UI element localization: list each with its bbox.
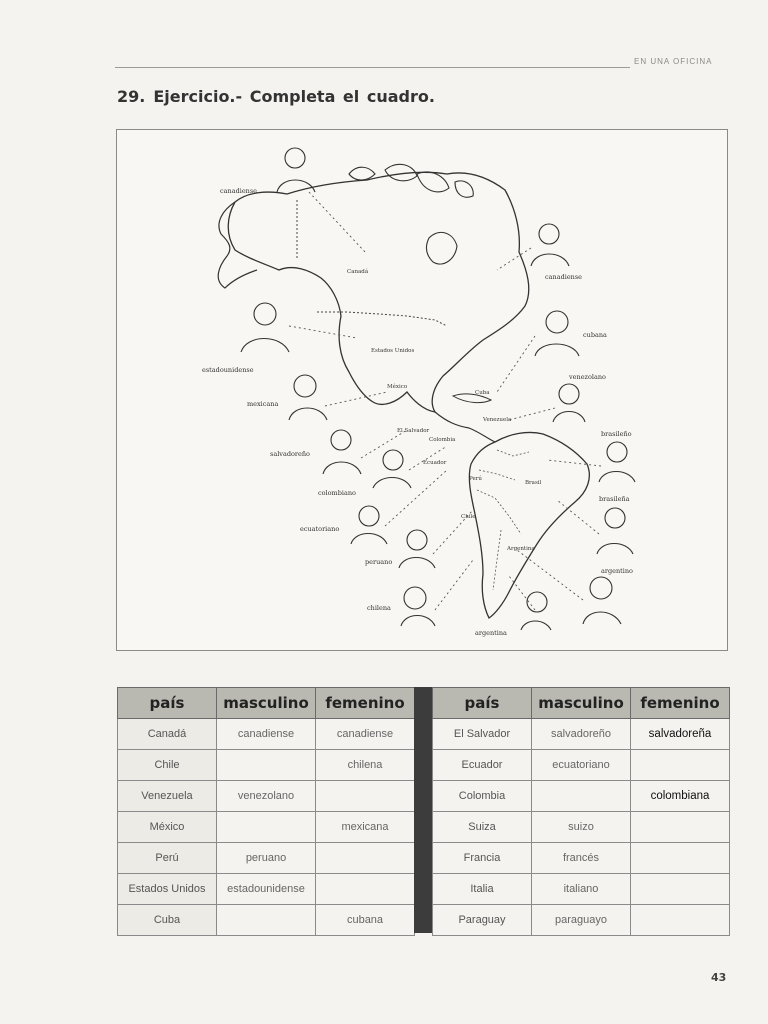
map-label-cuba: Cuba bbox=[475, 390, 490, 396]
header-masculino: masculino bbox=[217, 688, 316, 719]
exercise-title bbox=[117, 87, 435, 106]
arctic-islands bbox=[349, 164, 473, 197]
person-colombiano-icon bbox=[373, 450, 411, 488]
person-cubana-icon bbox=[535, 311, 579, 356]
cell-pais: Colombia bbox=[433, 781, 532, 812]
cell-pais: Ecuador bbox=[433, 750, 532, 781]
map-label-el-salvador: El Salvador bbox=[397, 428, 430, 434]
table-row bbox=[433, 719, 730, 750]
map-person-label: estadounidense bbox=[202, 366, 254, 374]
header-rule bbox=[115, 67, 630, 68]
cell-masculino[interactable] bbox=[217, 750, 316, 781]
section-header: EN UNA OFICINA bbox=[634, 57, 713, 66]
person-ecuatoriano-icon bbox=[351, 506, 387, 544]
map-person-label: brasileña bbox=[599, 495, 630, 503]
cell-femenino[interactable] bbox=[631, 874, 730, 905]
cell-pais: Cuba bbox=[118, 905, 217, 936]
cell-femenino[interactable] bbox=[316, 781, 415, 812]
cell-pais: Perú bbox=[118, 843, 217, 874]
table-row bbox=[433, 874, 730, 905]
cell-masculino[interactable]: suizo bbox=[532, 812, 631, 843]
table-row bbox=[118, 843, 415, 874]
cell-masculino[interactable] bbox=[532, 781, 631, 812]
cell-femenino[interactable]: colombiana bbox=[631, 781, 730, 812]
header-femenino: femenino bbox=[631, 688, 730, 719]
person-salvadoreno-icon bbox=[323, 430, 361, 474]
person-peruano-icon bbox=[399, 530, 435, 568]
person-brasilena-icon bbox=[597, 508, 633, 554]
north-america-outline bbox=[228, 172, 529, 412]
map-person-label: cubana bbox=[583, 331, 607, 339]
map-person-label: salvadoreño bbox=[270, 450, 310, 458]
cell-pais: Francia bbox=[433, 843, 532, 874]
header-pais: país bbox=[118, 688, 217, 719]
table-divider bbox=[414, 687, 432, 933]
person-mexicana-icon bbox=[289, 375, 327, 420]
map-person-label: venezolano bbox=[569, 373, 606, 381]
person-argentino-icon bbox=[583, 577, 621, 624]
table-header-row bbox=[118, 688, 415, 719]
map-label-canada: Canadá bbox=[347, 269, 369, 275]
map-label-mexico: México bbox=[387, 384, 408, 390]
person-figures bbox=[241, 148, 635, 630]
table-row bbox=[118, 905, 415, 936]
nationality-table-right bbox=[432, 687, 730, 936]
person-canadiense-2-icon bbox=[531, 224, 569, 266]
map-label-colombia: Colombia bbox=[429, 437, 456, 443]
hudson-bay bbox=[426, 232, 457, 264]
cell-femenino[interactable] bbox=[631, 843, 730, 874]
table-row bbox=[118, 781, 415, 812]
cell-pais: El Salvador bbox=[433, 719, 532, 750]
map-label-brasil: Brasil bbox=[525, 480, 542, 486]
cell-femenino[interactable]: mexicana bbox=[316, 812, 415, 843]
cell-masculino[interactable]: francés bbox=[532, 843, 631, 874]
alaska-outline bbox=[218, 202, 257, 288]
americas-map-illustration bbox=[116, 129, 728, 651]
cell-pais: Canadá bbox=[118, 719, 217, 750]
nationality-table-left bbox=[117, 687, 415, 936]
table-row bbox=[433, 781, 730, 812]
cell-pais: Chile bbox=[118, 750, 217, 781]
map-person-label: peruano bbox=[365, 558, 393, 566]
cell-pais: México bbox=[118, 812, 217, 843]
cell-femenino[interactable]: cubana bbox=[316, 905, 415, 936]
cell-pais: Suiza bbox=[433, 812, 532, 843]
south-america-outline bbox=[469, 432, 589, 618]
map-person-label: argentina bbox=[475, 629, 507, 637]
cell-masculino[interactable]: venezolano bbox=[217, 781, 316, 812]
cell-masculino[interactable] bbox=[217, 812, 316, 843]
person-brasileno-icon bbox=[599, 442, 635, 482]
person-chilena-icon bbox=[401, 587, 435, 626]
map-label-venezuela: Venezuela bbox=[483, 417, 512, 423]
map-person-label: canadiense bbox=[545, 273, 583, 281]
cell-masculino[interactable]: estadounidense bbox=[217, 874, 316, 905]
exercise-instruction: Ejercicio.- Completa el cuadro. bbox=[153, 87, 435, 106]
map-person-label: brasileño bbox=[601, 430, 632, 438]
map-person-label: colombiano bbox=[318, 489, 356, 497]
cell-pais: Venezuela bbox=[118, 781, 217, 812]
table-row bbox=[118, 719, 415, 750]
cell-masculino[interactable]: peruano bbox=[217, 843, 316, 874]
exercise-number: 29. bbox=[117, 87, 146, 106]
map-label-usa: Estados Unidos bbox=[371, 348, 415, 354]
page-number: 43 bbox=[711, 971, 727, 984]
person-estadounidense-icon bbox=[241, 303, 289, 352]
cell-femenino[interactable]: salvadoreña bbox=[631, 719, 730, 750]
nationality-tables bbox=[117, 687, 729, 933]
cell-femenino[interactable] bbox=[631, 750, 730, 781]
cell-masculino[interactable]: ecuatoriano bbox=[532, 750, 631, 781]
header-masculino: masculino bbox=[532, 688, 631, 719]
map-person-label: mexicana bbox=[247, 400, 279, 408]
cell-masculino[interactable]: salvadoreño bbox=[532, 719, 631, 750]
cell-femenino[interactable]: chilena bbox=[316, 750, 415, 781]
person-canadiense-1-icon bbox=[277, 148, 315, 192]
map-label-peru: Perú bbox=[469, 476, 482, 482]
map-person-label: canadiense bbox=[220, 187, 258, 195]
cell-femenino[interactable] bbox=[631, 812, 730, 843]
table-row bbox=[433, 812, 730, 843]
map-label-chile: Chile bbox=[461, 514, 476, 520]
map-label-argentina: Argentina bbox=[507, 546, 535, 552]
cell-femenino[interactable] bbox=[316, 843, 415, 874]
header-pais: país bbox=[433, 688, 532, 719]
person-venezolano-icon bbox=[553, 384, 585, 422]
header-femenino: femenino bbox=[316, 688, 415, 719]
cell-pais: Paraguay bbox=[433, 905, 532, 936]
cell-masculino[interactable]: italiano bbox=[532, 874, 631, 905]
table-row bbox=[433, 905, 730, 936]
map-drawing bbox=[117, 130, 727, 650]
map-label-ecuador: Ecuador bbox=[423, 460, 447, 466]
table-row bbox=[118, 812, 415, 843]
map-person-label: ecuatoriano bbox=[300, 525, 340, 533]
cell-masculino[interactable]: canadiense bbox=[217, 719, 316, 750]
table-row bbox=[433, 750, 730, 781]
canada-us-border bbox=[317, 312, 447, 326]
cell-femenino[interactable] bbox=[631, 905, 730, 936]
map-person-label: argentino bbox=[601, 567, 633, 575]
cell-masculino[interactable] bbox=[217, 905, 316, 936]
cell-pais: Estados Unidos bbox=[118, 874, 217, 905]
cell-pais: Italia bbox=[433, 874, 532, 905]
table-row bbox=[118, 874, 415, 905]
table-row bbox=[118, 750, 415, 781]
cell-femenino[interactable] bbox=[316, 874, 415, 905]
table-header-row bbox=[433, 688, 730, 719]
cell-masculino[interactable]: paraguayo bbox=[532, 905, 631, 936]
cell-femenino[interactable]: canadiense bbox=[316, 719, 415, 750]
map-person-label: chilena bbox=[367, 604, 391, 612]
table-row bbox=[433, 843, 730, 874]
